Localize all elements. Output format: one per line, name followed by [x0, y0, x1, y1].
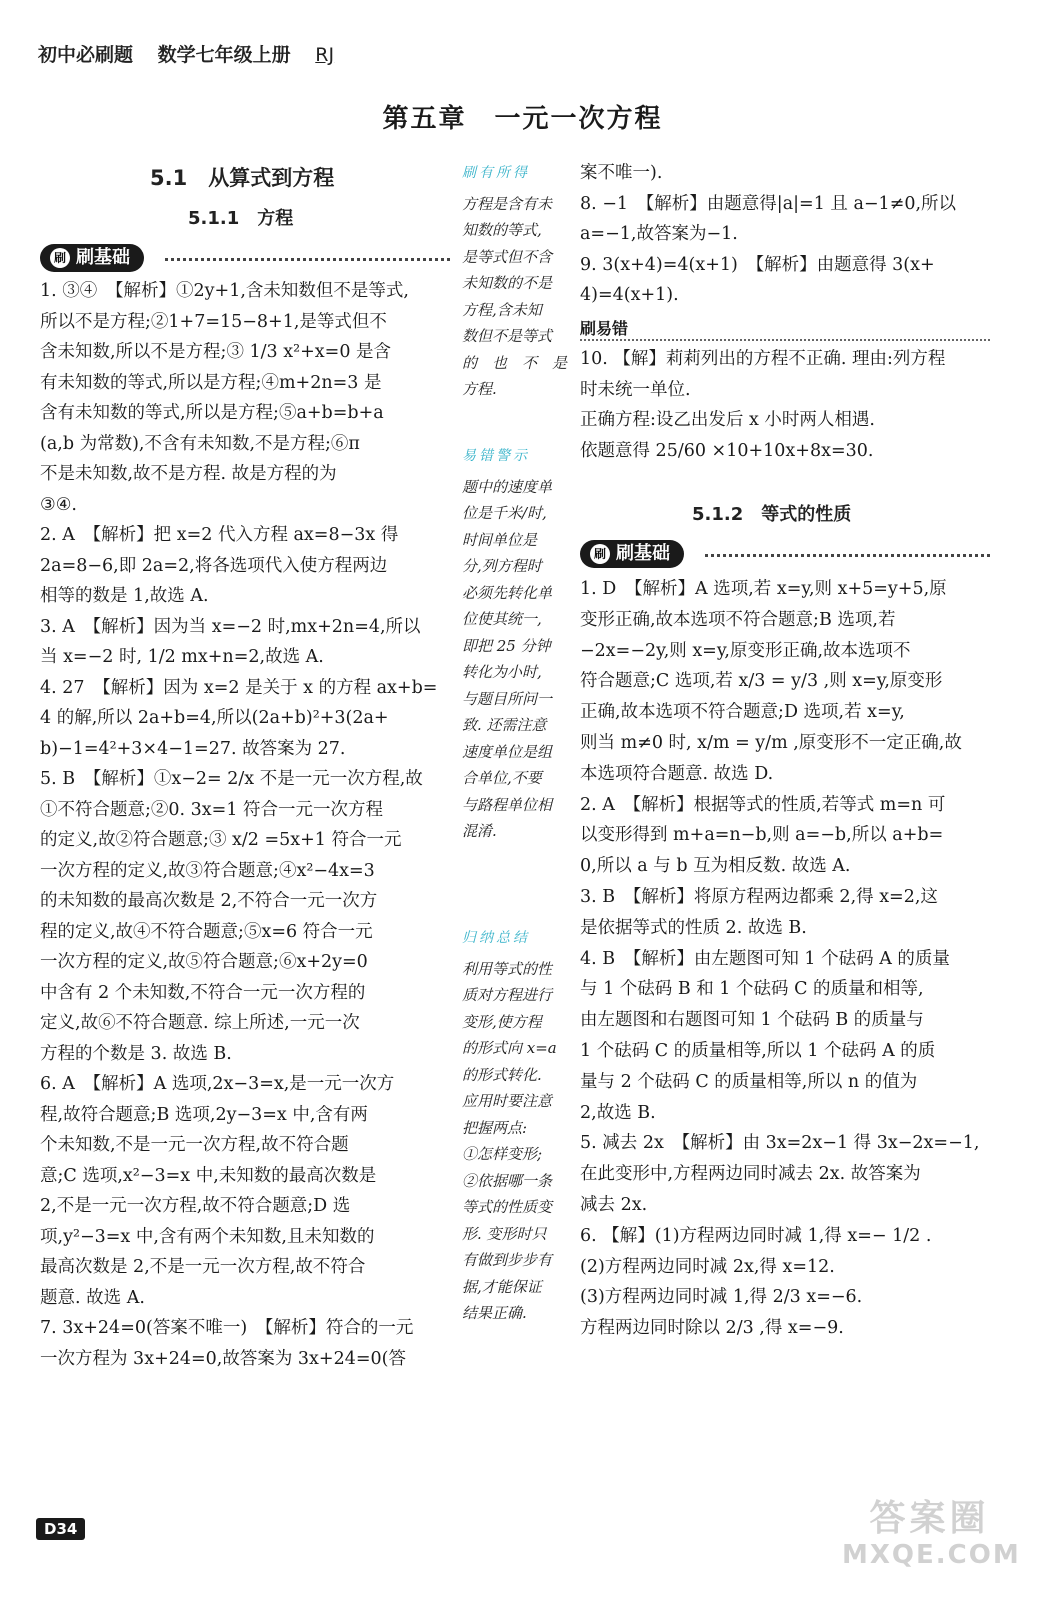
side-note-line: 的形式向 x=a [462, 1039, 557, 1057]
answer-line: 2,故选 B. [580, 1102, 656, 1123]
right-answer-column-mistakes [580, 344, 990, 466]
side-note-line: 数但不是等式 [462, 327, 553, 345]
side-note-line: 知数的等式, [462, 221, 542, 239]
answer-line: 相等的数是 1,故选 A. [40, 586, 209, 606]
answer-line: 6. 【解】(1)方程两边同时减 1,得 x=− 1/2 . [580, 1225, 932, 1246]
answer-line: 1 个砝码 C 的质量相等,所以 1 个砝码 A 的质 [580, 1040, 936, 1061]
side-note-takeaway [462, 160, 570, 403]
answer-line: 一次方程为 3x+24=0,故答案为 3x+24=0(答 [40, 1348, 406, 1369]
running-header [38, 40, 352, 67]
side-note-line: 即把 25 分钟 [462, 636, 551, 655]
side-note-line: 未知数的不是 [462, 274, 553, 292]
answer-line: 含未知数,所以不是方程;③ 1/3 x²+x=0 是含 [40, 342, 392, 362]
side-note-heading: 归纳总结 [462, 930, 530, 946]
answer-line: 2a=8−6,即 2a=2,将各选项代入使方程两边 [40, 555, 388, 576]
section-title-5-1: 5.1 从算式到方程 [150, 166, 335, 190]
answer-line: 5. 减去 2x 【解析】由 3x=2x−1 得 3x−2x=−1, [580, 1133, 980, 1154]
basic-practice-label: 刷基础 [616, 543, 670, 564]
answer-line: 正确,故本选项不符合题意;D 选项,若 x=y, [580, 702, 905, 723]
side-note-line: 混淆. [462, 822, 497, 840]
tag-divider [165, 258, 450, 261]
answer-line: 最高次数是 2,不是一元一次方程,故不符合 [40, 1257, 366, 1277]
side-note-line: 方程,含未知 [462, 300, 542, 319]
basic-practice-icon: 刷 [50, 248, 70, 268]
side-note-line: 的 也 不 是 [462, 353, 568, 372]
answer-line: 案不唯一). [580, 163, 663, 183]
side-note-line: 位是千米/时, [462, 504, 547, 522]
side-note-line: 速度单位是组 [462, 742, 553, 761]
answer-line: 4 的解,所以 2a+b=4,所以(2a+b)²+3(2a+ [40, 708, 389, 728]
answer-line: 一次方程的定义,故③符合题意;④x²−4x=3 [40, 860, 375, 881]
answer-line: 2,不是一元一次方程,故不符合题意;D 选 [40, 1196, 351, 1216]
section-title-5-1-1: 5.1.1 方程 [188, 208, 294, 229]
answer-line: 0,所以 a 与 b 互为相反数. 故选 A. [580, 856, 851, 877]
side-note-line: 方程. [462, 380, 497, 398]
answer-line: 方程的个数是 3. 故选 B. [40, 1043, 232, 1064]
answer-line: 程的定义,故④不符合题意;⑤x=6 符合一元 [40, 921, 373, 942]
mistake-practice-label: 刷易错 [580, 316, 990, 341]
answer-line: 2. A 【解析】根据等式的性质,若等式 m=n 可 [580, 794, 946, 815]
side-note-line: 与题目所问一 [462, 689, 553, 708]
mistake-practice-heading [580, 316, 990, 341]
answer-line: (2)方程两边同时减 2x,得 x=12. [580, 1256, 835, 1277]
answer-line: 与 1 个砝码 B 和 1 个砝码 C 的质量和相等, [580, 979, 924, 1000]
answer-line: 4)=4(x+1). [580, 285, 679, 305]
basic-practice-label: 刷基础 [76, 247, 130, 268]
side-note-heading: 刷有所得 [462, 165, 530, 181]
answer-line: 不是未知数,故不是方程. 故是方程的为 [40, 464, 337, 484]
answer-line: 当 x=−2 时, 1/2 mx+n=2,故选 A. [40, 647, 324, 667]
answer-line: 本选项符合题意. 故选 D. [580, 763, 774, 784]
answer-line: −2x=−2y,则 x=y,原变形正确,故本选项不 [580, 640, 911, 661]
answer-line: 以变形得到 m+a=n−b,则 a=−b,所以 a+b= [580, 825, 944, 846]
answer-line: 题意. 故选 A. [40, 1287, 145, 1308]
answer-line: 10. 【解】莉莉列出的方程不正确. 理由:列方程 [580, 349, 946, 369]
right-answer-column-bottom [580, 574, 990, 1344]
answer-line: 时未统一单位. [580, 379, 691, 400]
answer-line: 在此变形中,方程两边同时减去 2x. 故答案为 [580, 1164, 921, 1185]
side-note-line: 据,才能保证 [462, 1277, 542, 1296]
side-note-summary [462, 925, 570, 1327]
answer-line: 4. B 【解析】由左题图可知 1 个砝码 A 的质量 [580, 948, 950, 969]
side-note-line: 等式的性质变 [462, 1198, 553, 1216]
answer-line: 9. 3(x+4)=4(x+1) 【解析】由题意得 3(x+ [580, 254, 935, 275]
answer-line: b)−1=4²+3×4−1=27. 故答案为 27. [40, 738, 346, 759]
answer-line: 由左题图和右题图可知 1 个砝码 B 的质量与 [580, 1010, 924, 1031]
side-note-warning [462, 443, 570, 845]
side-note-line: 致. 还需注意 [462, 716, 547, 734]
answer-line: 减去 2x. [580, 1194, 648, 1215]
side-note-line: ①怎样变形; [462, 1145, 543, 1163]
answer-line: 7. 3x+24=0(答案不唯一) 【解析】符合的一元 [40, 1318, 414, 1338]
side-note-line: 方程是含有未 [462, 194, 553, 213]
side-note-line: 结果正确. [462, 1304, 527, 1322]
side-note-line: 分,列方程时 [462, 557, 542, 575]
answer-line: 的未知数的最高次数是 2,不符合一元一次方 [40, 891, 378, 911]
answer-line: 8. −1 【解析】由题意得|a|=1 且 a−1≠0,所以 [580, 193, 957, 214]
side-note-line: 与路程单位相 [462, 795, 553, 814]
answer-line: 项,y²−3=x 中,含有两个未知数,且未知数的 [40, 1226, 375, 1247]
answer-line: 的定义,故②符合题意;③ x/2 =5x+1 符合一元 [40, 830, 402, 850]
side-note-line: 转化为小时, [462, 663, 542, 681]
answer-line: 量与 2 个砝码 C 的质量相等,所以 n 的值为 [580, 1071, 918, 1092]
side-note-line: 形. 变形时只 [462, 1224, 547, 1243]
answer-line: ③④. [40, 494, 77, 515]
side-note-line: 位使其统一, [462, 610, 542, 628]
basic-practice-icon: 刷 [590, 544, 610, 564]
answer-line: 1. ③④ 【解析】①2y+1,含未知数但不是等式, [40, 281, 409, 301]
answer-line: 方程两边同时除以 2/3 ,得 x=−9. [580, 1318, 844, 1339]
answer-line: 1. D 【解析】A 选项,若 x=y,则 x+5=y+5,原 [580, 579, 947, 599]
answer-line: 5. B 【解析】①x−2= 2/x 不是一元一次方程,故 [40, 769, 423, 789]
side-note-line: 有做到步步有 [462, 1251, 553, 1269]
side-note-line: 的形式转化. [462, 1065, 542, 1084]
answer-line: 是依据等式的性质 2. 故选 B. [580, 917, 807, 938]
answer-line: 含有未知数的等式,所以是方程;⑤a+b=b+a [40, 403, 384, 423]
side-note-heading: 易错警示 [462, 448, 530, 464]
answer-line: ①不符合题意;②0. 3x=1 符合一元一次方程 [40, 799, 384, 820]
side-note-line: 是等式但不含 [462, 247, 553, 266]
watermark-logo [842, 1498, 1021, 1576]
side-note-line: 题中的速度单 [462, 477, 553, 496]
book-name: 初中必刷题 [38, 44, 134, 66]
tag-divider [705, 554, 990, 557]
answer-line: (a,b 为常数),不含有未知数,不是方程;⑥π [40, 433, 360, 454]
answer-line: 定义,故⑥不符合题意. 综上所述,一元一次 [40, 1013, 360, 1033]
answer-line: 2. A 【解析】把 x=2 代入方程 ax=8−3x 得 [40, 525, 399, 545]
answer-line: 中含有 2 个未知数,不符合一元一次方程的 [40, 982, 366, 1003]
answer-line: 3. B 【解析】将原方程两边都乘 2,得 x=2,这 [580, 886, 938, 907]
answer-line: 有未知数的等式,所以是方程;④m+2n=3 是 [40, 372, 382, 393]
answer-line: 依题意得 25/60 ×10+10x+8x=30. [580, 440, 874, 461]
answer-line: (3)方程两边同时减 1,得 2/3 x=−6. [580, 1287, 863, 1308]
answer-line: 4. 27 【解析】因为 x=2 是关于 x 的方程 ax+b= [40, 677, 438, 698]
side-note-line: 时间单位是 [462, 530, 538, 549]
answer-line: a=−1,故答案为−1. [580, 224, 738, 244]
answer-line: 正确方程:设乙出发后 x 小时两人相遇. [580, 410, 875, 430]
watermark-line1: 答案圈 [869, 1498, 990, 1539]
answer-line: 3. A 【解析】因为当 x=−2 时,mx+2n=4,所以 [40, 616, 421, 637]
side-note-line: 利用等式的性 [462, 959, 553, 978]
answer-line: 符合题意;C 选项,若 x/3 = y/3 ,则 x=y,原变形 [580, 671, 943, 692]
answer-line: 变形正确,故本选项不符合题意;B 选项,若 [580, 609, 896, 630]
page-number: D34 [36, 1518, 85, 1540]
answer-line: 程,故符合题意;B 选项,2y−3=x 中,含有两 [40, 1104, 368, 1125]
basic-practice-tag [40, 244, 450, 274]
watermark-line2: MXQE.COM [842, 1540, 1021, 1570]
section-title-5-1-2: 5.1.2 等式的性质 [692, 504, 852, 525]
subject-name: 数学七年级上册 [157, 44, 291, 66]
answer-line: 6. A 【解析】A 选项,2x−3=x,是一元一次方 [40, 1074, 395, 1094]
side-note-line: 必须先转化单 [462, 583, 553, 602]
side-note-line: 变形,使方程 [462, 1012, 542, 1031]
answer-line: 所以不是方程;②1+7=15−8+1,是等式但不 [40, 311, 387, 332]
side-note-line: 把握两点: [462, 1118, 528, 1137]
basic-practice-tag-right [580, 540, 990, 570]
answer-line: 意;C 选项,x²−3=x 中,未知数的最高次数是 [40, 1165, 377, 1186]
chapter-title: 第五章 一元一次方程 [382, 104, 663, 134]
answer-line: 一次方程的定义,故⑤符合题意;⑥x+2y=0 [40, 952, 368, 972]
right-answer-column-top [580, 158, 990, 311]
edition-code: RJ [315, 44, 335, 66]
answer-line: 个未知数,不是一元一次方程,故不符合题 [40, 1135, 349, 1155]
left-answer-column [40, 276, 452, 1374]
side-note-line: 合单位,不要 [462, 769, 542, 787]
side-note-line: 应用时要注意 [462, 1092, 553, 1110]
answer-line: 则当 m≠0 时, x/m = y/m ,原变形不一定正确,故 [580, 732, 962, 753]
side-note-line: ②依据哪一条 [462, 1171, 553, 1190]
side-note-line: 质对方程进行 [462, 986, 553, 1004]
